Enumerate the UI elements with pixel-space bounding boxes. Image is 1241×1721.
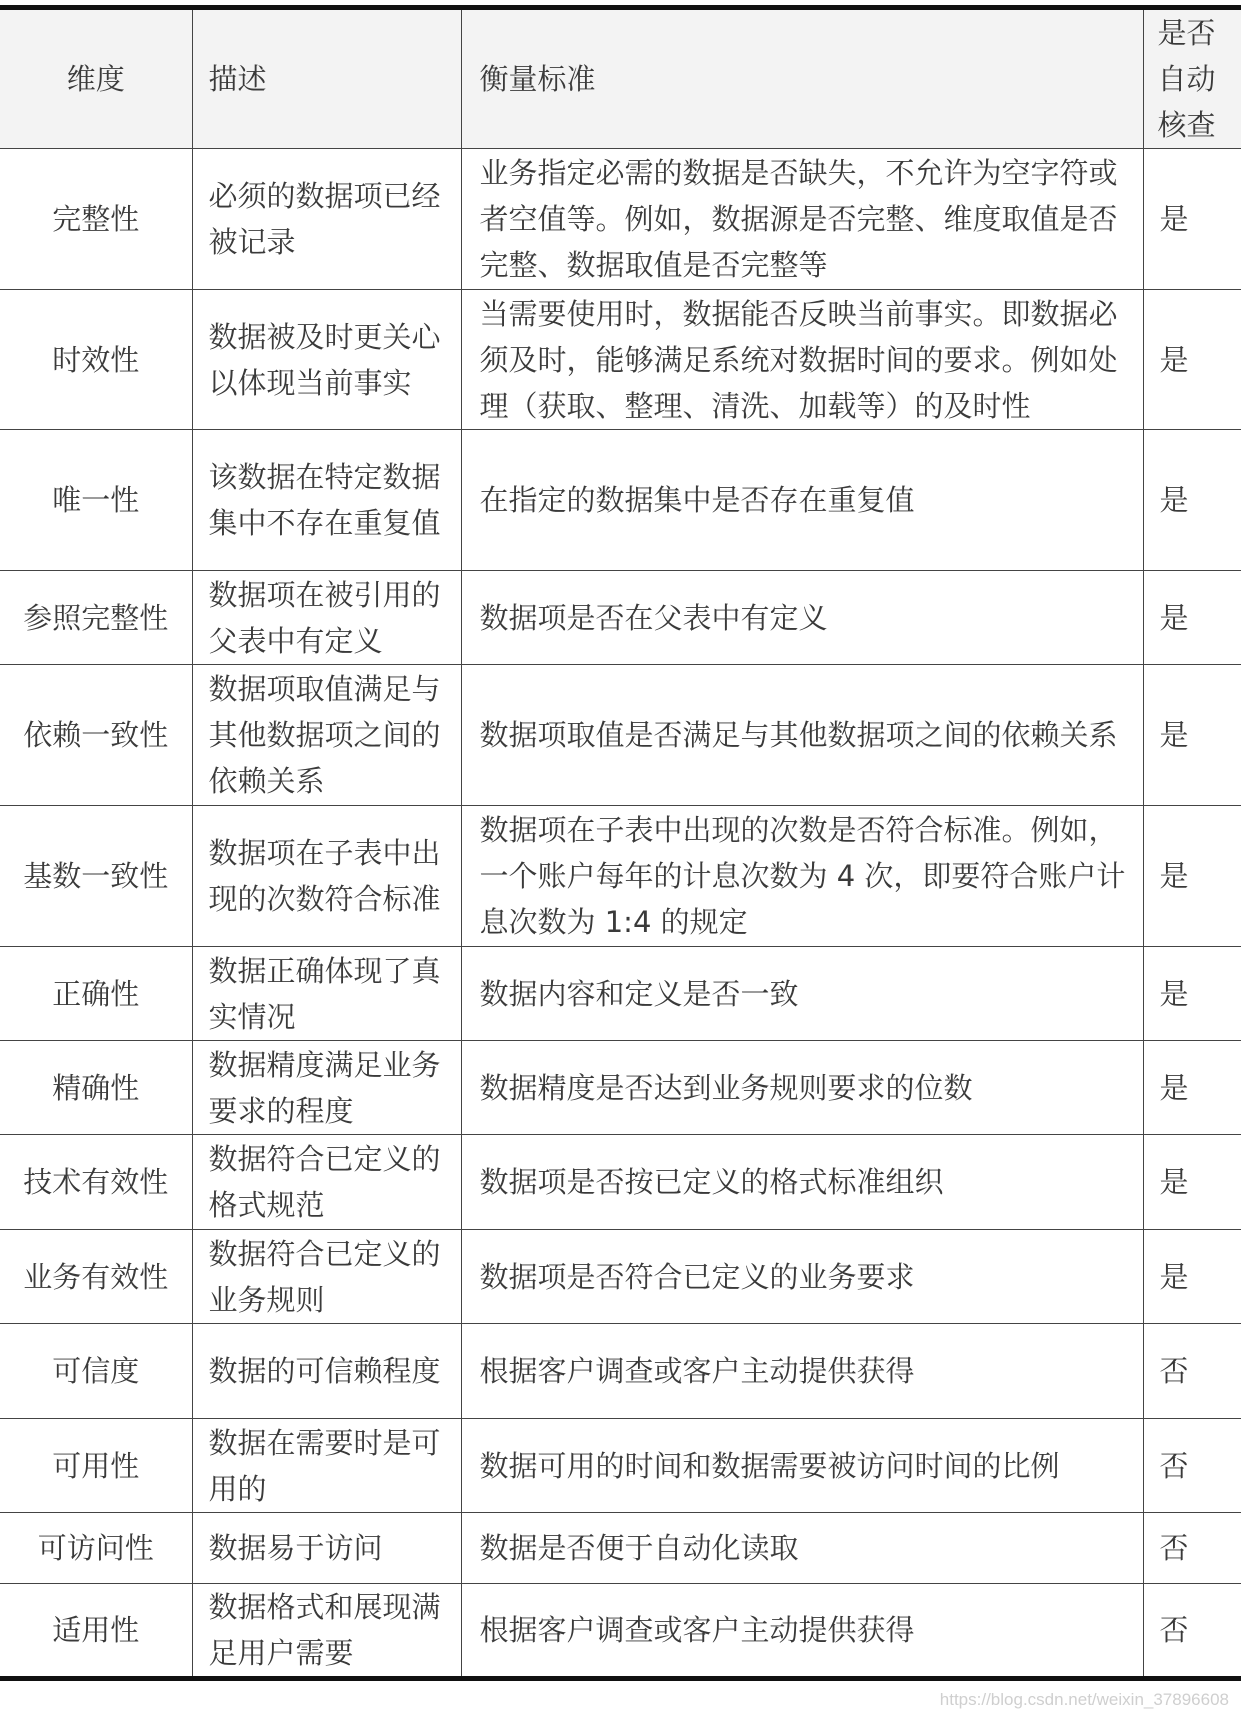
cell-criteria: 数据项是否符合已定义的业务要求 (461, 1230, 1143, 1324)
data-quality-table (0, 5, 1241, 1681)
cell-description: 数据易于访问 (192, 1513, 461, 1584)
cell-criteria: 数据项在子表中出现的次数是否符合标准。例如，一个账户每年的计息次数为 4 次，即要符合账户计息次数为 1:4 的规定 (461, 806, 1143, 947)
cell-description: 该数据在特定数据集中不存在重复值 (192, 430, 461, 571)
cell-dimension: 完整性 (0, 149, 192, 290)
table-row (0, 430, 1241, 571)
cell-description: 数据正确体现了真实情况 (192, 947, 461, 1041)
cell-auto: 否 (1143, 1584, 1241, 1679)
table-row (0, 947, 1241, 1041)
table-row (0, 571, 1241, 665)
table-header-row (0, 8, 1241, 149)
cell-dimension: 适用性 (0, 1584, 192, 1679)
header-dimension: 维度 (0, 8, 192, 149)
cell-dimension: 依赖一致性 (0, 665, 192, 806)
cell-criteria: 数据项是否按已定义的格式标准组织 (461, 1135, 1143, 1230)
cell-dimension: 参照完整性 (0, 571, 192, 665)
cell-criteria: 数据项取值是否满足与其他数据项之间的依赖关系 (461, 665, 1143, 806)
cell-description: 数据项在子表中出现的次数符合标准 (192, 806, 461, 947)
cell-criteria: 当需要使用时，数据能否反映当前事实。即数据必须及时，能够满足系统对数据时间的要求。例如处理（获取、整理、清洗、加载等）的及时性 (461, 290, 1143, 430)
cell-dimension: 正确性 (0, 947, 192, 1041)
cell-criteria: 数据可用的时间和数据需要被访问时间的比例 (461, 1419, 1143, 1513)
cell-description: 数据项在被引用的父表中有定义 (192, 571, 461, 665)
table-row (0, 1584, 1241, 1679)
cell-auto: 是 (1143, 149, 1241, 290)
cell-auto: 是 (1143, 571, 1241, 665)
table-row (0, 1419, 1241, 1513)
table-row (0, 1230, 1241, 1324)
cell-criteria: 根据客户调查或客户主动提供获得 (461, 1584, 1143, 1679)
cell-dimension: 唯一性 (0, 430, 192, 571)
table-row (0, 290, 1241, 430)
cell-auto: 否 (1143, 1513, 1241, 1584)
cell-auto: 是 (1143, 1041, 1241, 1135)
header-auto-check: 是否 自动 核查 (1143, 8, 1241, 149)
cell-auto: 是 (1143, 1230, 1241, 1324)
cell-auto: 是 (1143, 947, 1241, 1041)
cell-criteria: 数据项是否在父表中有定义 (461, 571, 1143, 665)
cell-description: 数据符合已定义的格式规范 (192, 1135, 461, 1230)
cell-auto: 是 (1143, 665, 1241, 806)
cell-dimension: 可信度 (0, 1324, 192, 1419)
cell-dimension: 可访问性 (0, 1513, 192, 1584)
cell-auto: 是 (1143, 806, 1241, 947)
cell-description: 数据项取值满足与其他数据项之间的依赖关系 (192, 665, 461, 806)
cell-dimension: 精确性 (0, 1041, 192, 1135)
cell-description: 数据格式和展现满足用户需要 (192, 1584, 461, 1679)
cell-description: 必须的数据项已经被记录 (192, 149, 461, 290)
cell-description: 数据精度满足业务要求的程度 (192, 1041, 461, 1135)
table-row (0, 1135, 1241, 1230)
cell-criteria: 在指定的数据集中是否存在重复值 (461, 430, 1143, 571)
table-row (0, 806, 1241, 947)
table-row (0, 1041, 1241, 1135)
table-row (0, 149, 1241, 290)
table-row (0, 1324, 1241, 1419)
cell-criteria: 数据精度是否达到业务规则要求的位数 (461, 1041, 1143, 1135)
table-row (0, 1513, 1241, 1584)
cell-criteria: 根据客户调查或客户主动提供获得 (461, 1324, 1143, 1419)
cell-criteria: 数据是否便于自动化读取 (461, 1513, 1143, 1584)
table-row (0, 665, 1241, 806)
cell-dimension: 时效性 (0, 290, 192, 430)
cell-dimension: 基数一致性 (0, 806, 192, 947)
cell-dimension: 可用性 (0, 1419, 192, 1513)
cell-description: 数据被及时更关心以体现当前事实 (192, 290, 461, 430)
header-description: 描述 (192, 8, 461, 149)
cell-criteria: 数据内容和定义是否一致 (461, 947, 1143, 1041)
cell-dimension: 业务有效性 (0, 1230, 192, 1324)
cell-auto: 是 (1143, 1135, 1241, 1230)
cell-description: 数据在需要时是可用的 (192, 1419, 461, 1513)
header-criteria: 衡量标准 (461, 8, 1143, 149)
cell-description: 数据符合已定义的业务规则 (192, 1230, 461, 1324)
cell-auto: 否 (1143, 1324, 1241, 1419)
cell-dimension: 技术有效性 (0, 1135, 192, 1230)
cell-auto: 是 (1143, 290, 1241, 430)
cell-auto: 否 (1143, 1419, 1241, 1513)
cell-auto: 是 (1143, 430, 1241, 571)
cell-description: 数据的可信赖程度 (192, 1324, 461, 1419)
watermark: https://blog.csdn.net/weixin_37896608 (939, 1690, 1229, 1709)
cell-criteria: 业务指定必需的数据是否缺失，不允许为空字符或者空值等。例如，数据源是否完整、维度取值是否完整、数据取值是否完整等 (461, 149, 1143, 290)
